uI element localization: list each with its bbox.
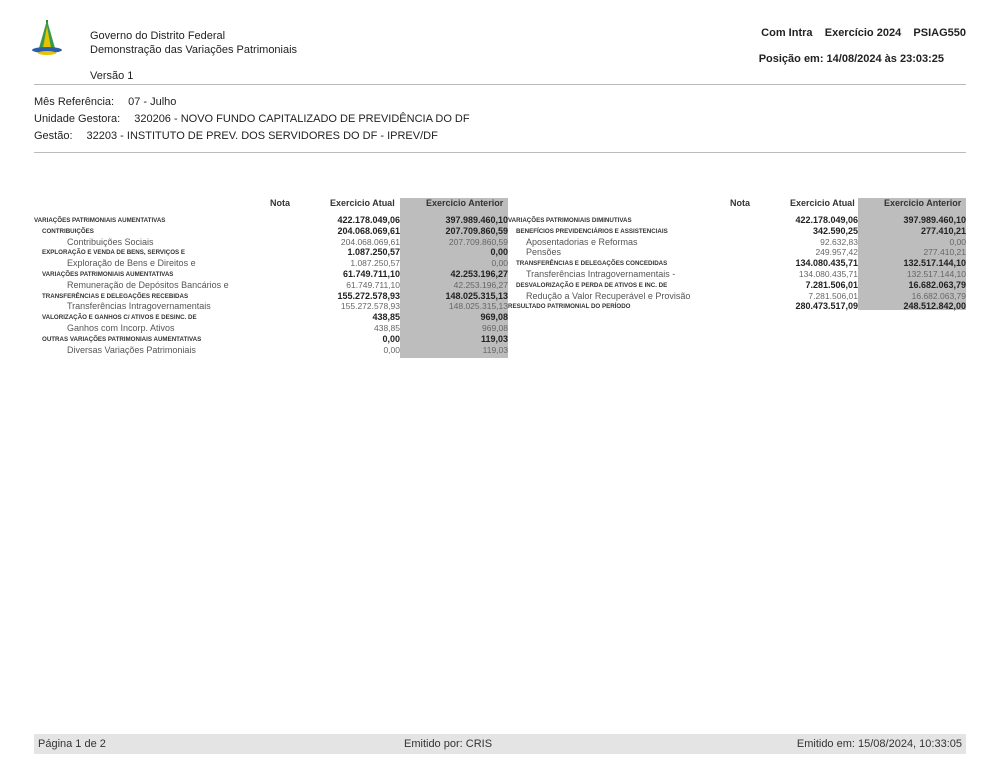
row-label: Exploração de Bens e Direitos e <box>67 258 196 269</box>
row-value-atual: 204.068.069,61 <box>337 225 400 236</box>
row-value-atual: 61.749.711,10 <box>342 269 400 279</box>
row-value-atual: 0,00 <box>382 333 400 344</box>
table-row <box>508 280 966 290</box>
issued-by: Emitido por: CRIS <box>404 738 493 750</box>
table-row <box>508 269 966 279</box>
row-value-anterior: 277.410,21 <box>923 247 966 258</box>
gestao-value: 32203 - INSTITUTO DE PREV. DOS SERVIDORES DO DF - IPREV/DF <box>86 130 438 142</box>
row-label: Diversas Variações Patrimoniais <box>67 344 196 355</box>
row-value-atual: 204.068.069,61 <box>340 236 400 247</box>
row-label: Contribuições Sociais <box>67 236 154 247</box>
left-nota-header: Nota <box>270 198 290 208</box>
row-value-atual: 0,00 <box>383 344 400 355</box>
row-value-anterior: 248.512.842,00 <box>903 301 966 312</box>
right-table <box>508 198 966 310</box>
table-row <box>508 237 966 247</box>
row-value-anterior: 16.682.063,79 <box>908 279 966 290</box>
row-value-atual: 134.080.435,71 <box>795 258 858 269</box>
row-label: DESVALORIZAÇÃO E PERDA DE ATIVOS E INC. DE <box>516 281 668 289</box>
row-value-anterior: 969,08 <box>482 323 508 333</box>
info-divider <box>34 152 966 153</box>
row-label: VARIAÇÕES PATRIMONIAIS DIMINUTIVAS <box>508 217 632 224</box>
mes-value: 07 - Julho <box>128 96 177 108</box>
table-row <box>34 215 508 225</box>
row-value-atual: 280.473.517,09 <box>795 301 858 312</box>
row-value-anterior: 0,00 <box>490 247 508 258</box>
ug-value: 320206 - NOVO FUNDO CAPITALIZADO DE PREVIDÊNCIA DO DF <box>134 113 470 125</box>
row-value-anterior: 0,00 <box>491 258 508 269</box>
table-row <box>508 301 966 311</box>
row-label: VARIAÇÕES PATRIMONIAIS AUMENTATIVAS <box>42 271 174 278</box>
row-value-atual: 342.590,25 <box>812 225 858 236</box>
table-row <box>508 215 966 225</box>
right-nota-header: Nota <box>730 198 750 208</box>
row-value-anterior: 132.517.144,10 <box>903 258 966 269</box>
row-value-anterior: 119,03 <box>480 333 508 344</box>
row-label: Transferências Intragovernamentais <box>67 301 211 312</box>
row-value-anterior: 0,00 <box>949 236 966 247</box>
row-value-atual: 438,85 <box>372 312 400 323</box>
left-atual-header: Exercicio Atual <box>330 198 395 208</box>
table-row <box>34 280 508 290</box>
row-value-anterior: 148.025.315,13 <box>448 301 508 312</box>
row-value-atual: 155.272.578,93 <box>340 301 400 312</box>
row-label: RESULTADO PATRIMONIAL DO PERÍODO <box>508 303 631 311</box>
table-row <box>508 291 966 301</box>
row-value-atual: 438,85 <box>374 323 400 333</box>
report-title: Demonstração das Variações Patrimoniais <box>90 44 298 56</box>
row-value-atual: 422.178.049,06 <box>337 215 400 225</box>
row-value-atual: 61.749.711,10 <box>346 279 400 290</box>
row-label: Redução a Valor Recuperável e Provisão <box>526 290 691 301</box>
info-gestao <box>34 130 438 142</box>
table-row <box>34 258 508 268</box>
report-version: Versão 1 <box>90 70 134 82</box>
mes-label: Mês Referência: <box>34 96 115 108</box>
row-label: Transferências Intragovernamentais - <box>526 269 676 279</box>
row-value-anterior: 42.253.196,27 <box>450 269 508 279</box>
table-row <box>34 291 508 301</box>
row-value-atual: 155.272.578,93 <box>337 290 400 301</box>
info-mes <box>34 96 176 108</box>
row-value-anterior: 148.025.315,13 <box>445 290 508 301</box>
row-label: TRANSFERÊNCIAS E DELEGAÇÕES RECEBIDAS <box>42 292 189 300</box>
table-row <box>508 258 966 268</box>
header-divider <box>34 84 966 85</box>
table-row <box>34 334 508 344</box>
ug-label: Unidade Gestora: <box>34 113 121 125</box>
table-row <box>34 269 508 279</box>
header-exercise-info: Com Intra Exercício 2024 PSIAG550 <box>761 27 966 39</box>
table-row <box>34 237 508 247</box>
row-value-anterior: 397.989.460,10 <box>445 215 508 225</box>
row-label: CONTRIBUIÇÕES <box>42 227 94 235</box>
row-value-anterior: 207.709.860,59 <box>445 225 508 236</box>
row-label: Pensões <box>526 247 562 258</box>
row-value-atual: 7.281.506,01 <box>808 290 858 301</box>
row-value-atual: 92.632,83 <box>820 236 858 247</box>
right-anterior-header: Exercicio Anterior <box>884 198 962 208</box>
row-value-anterior: 42.253.196,27 <box>453 279 508 290</box>
row-value-anterior: 119,03 <box>482 344 508 355</box>
table-row <box>34 323 508 333</box>
row-value-atual: 422.178.049,06 <box>795 215 858 225</box>
row-value-anterior: 132.517.144,10 <box>906 269 966 279</box>
table-row <box>34 226 508 236</box>
row-label: EXPLORAÇÃO E VENDA DE BENS, SERVIÇOS E <box>42 249 186 257</box>
info-ug <box>34 113 470 125</box>
row-label: OUTRAS VARIAÇÕES PATRIMONIAIS AUMENTATIVAS <box>42 335 202 343</box>
table-row <box>34 312 508 322</box>
row-value-anterior: 277.410,21 <box>920 225 966 236</box>
gestao-label: Gestão: <box>34 130 73 142</box>
row-label: VALORIZAÇÃO E GANHOS C/ ATIVOS E DESINC. DE <box>42 314 197 322</box>
right-atual-header: Exercicio Atual <box>790 198 855 208</box>
row-value-atual: 7.281.506,01 <box>805 279 858 290</box>
row-value-atual: 249.957,42 <box>815 247 858 258</box>
table-row <box>508 226 966 236</box>
table-row <box>34 345 508 355</box>
row-value-anterior: 16.682.063,79 <box>911 290 966 301</box>
left-anterior-header: Exercicio Anterior <box>426 198 504 208</box>
row-value-atual: 134.080.435,71 <box>798 269 858 279</box>
row-label: Remuneração de Depósitos Bancários e <box>67 279 229 290</box>
page-number: Página 1 de 2 <box>38 738 106 750</box>
row-label: Aposentadorias e Reformas <box>526 236 638 247</box>
issued-at: Emitido em: 15/08/2024, 10:33:05 <box>796 738 962 750</box>
row-value-anterior: 969,08 <box>480 312 508 323</box>
table-row <box>34 247 508 257</box>
row-value-anterior: 397.989.460,10 <box>903 215 966 225</box>
row-value-atual: 1.087.250,57 <box>350 258 400 269</box>
org-name: Governo do Distrito Federal <box>90 30 226 42</box>
page-footer <box>34 734 966 754</box>
header-position-date: Posição em: 14/08/2024 às 23:03:25 <box>758 53 944 65</box>
row-label: Ganhos com Incorp. Ativos <box>67 323 175 333</box>
table-row <box>508 247 966 257</box>
row-label: VARIAÇÕES PATRIMONIAIS AUMENTATIVAS <box>34 217 166 224</box>
row-label: TRANSFERÊNCIAS E DELEGAÇÕES CONCEDIDAS <box>516 260 668 268</box>
left-table <box>34 198 508 358</box>
row-label: BENEFÍCIOS PREVIDENCIÁRIOS E ASSISTENCIAIS <box>516 227 668 235</box>
gdf-logo-icon <box>30 18 64 60</box>
row-value-anterior: 207.709.860,59 <box>448 236 508 247</box>
table-row <box>34 301 508 311</box>
row-value-atual: 1.087.250,57 <box>347 247 400 258</box>
